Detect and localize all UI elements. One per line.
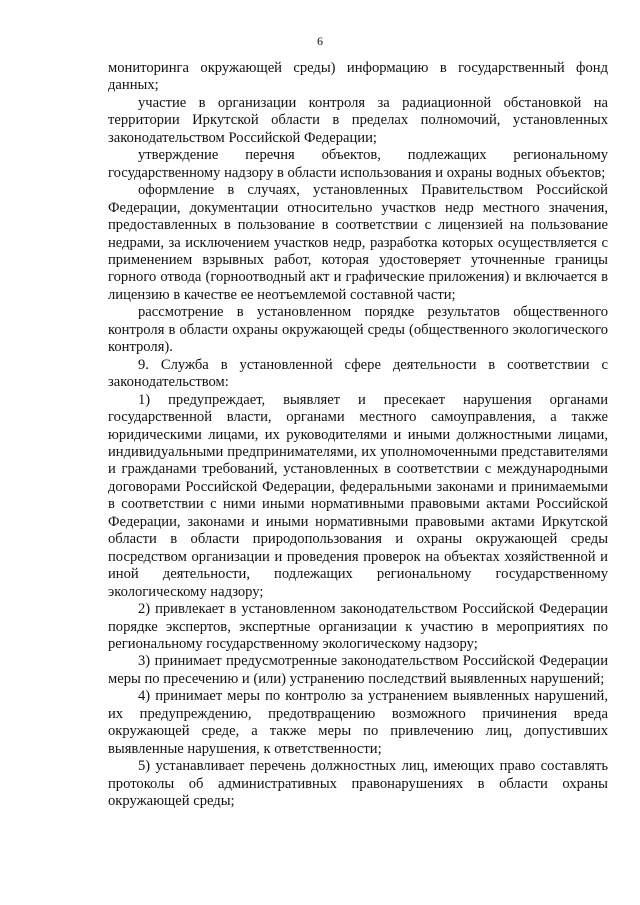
- paragraph: рассмотрение в установленном порядке результатов общественного контроля в области охраны окружающей среды (общественного экологического контроля).: [108, 304, 608, 356]
- paragraph: мониторинга окружающей среды) информацию в государственный фонд данных;: [108, 60, 608, 94]
- paragraph: 1) предупреждает, выявляет и пресекает нарушения органами государственной власти, органами местного самоуправления, а также юридическими лицами, их руководителями и иными должностными лицами, индивидуальными предпринимателями, их уполномоченными представителями и гражданами требований, установленных в соответствии с международными договорами Российской Федерации, федеральными законами и принимаемыми в соответствии с ними иными нормативными правовыми актами Российской Федерации, законами и иными нормативными правовыми актами Иркутской области в области природопользования и охраны окружающей среды посредством организации и проведения проверок на объектах хозяйственной и иной деятельности, подлежащих региональному государственному экологическому надзору;: [108, 391, 608, 600]
- paragraph: утверждение перечня объектов, подлежащих региональному государственному надзору в области использования и охраны водных объектов;: [108, 147, 608, 181]
- paragraph: 5) устанавливает перечень должностных лиц, имеющих право составлять протоколы об административных правонарушениях в области охраны окружающей среды;: [108, 758, 608, 810]
- paragraph: 2) привлекает в установленном законодательством Российской Федерации порядке экспертов, экспертные организации к участию в мероприятиях по региональному государственному экологическому надзору;: [108, 601, 608, 652]
- paragraph: 9. Служба в установленной сфере деятельности в соответствии с законодательством:: [108, 356, 608, 391]
- page-number: 6: [317, 34, 323, 48]
- paragraph: участие в организации контроля за радиационной обстановкой на территории Иркутской области в пределах полномочий, установленных законодательством Российской Федерации;: [108, 94, 608, 146]
- paragraph: 4) принимает меры по контролю за устранением выявленных нарушений, их предупреждению, предотвращению возможного причинения вреда окружающей среде, а также меры по привлечению лиц, допустивших выявленные нарушения, к ответственности;: [108, 688, 608, 757]
- paragraph: 3) принимает предусмотренные законодательством Российской Федерации меры по пресечению и (или) устранению последствий выявленных нарушений;: [108, 653, 608, 687]
- paragraph: оформление в случаях, установленных Правительством Российской Федерации, документации относительно участков недр местного значения, предоставленных в пользование в соответствии с лицензией на пользование недрами, за исключением участков недр, разработка которых осуществляется с применением взрывных работ, которая удостоверяет уточненные границы горного отвода (горноотводный акт и графические приложения) и включается в лицензию в качестве ее неотъемлемой составной части;: [108, 182, 608, 303]
- document-body: [108, 60, 608, 810]
